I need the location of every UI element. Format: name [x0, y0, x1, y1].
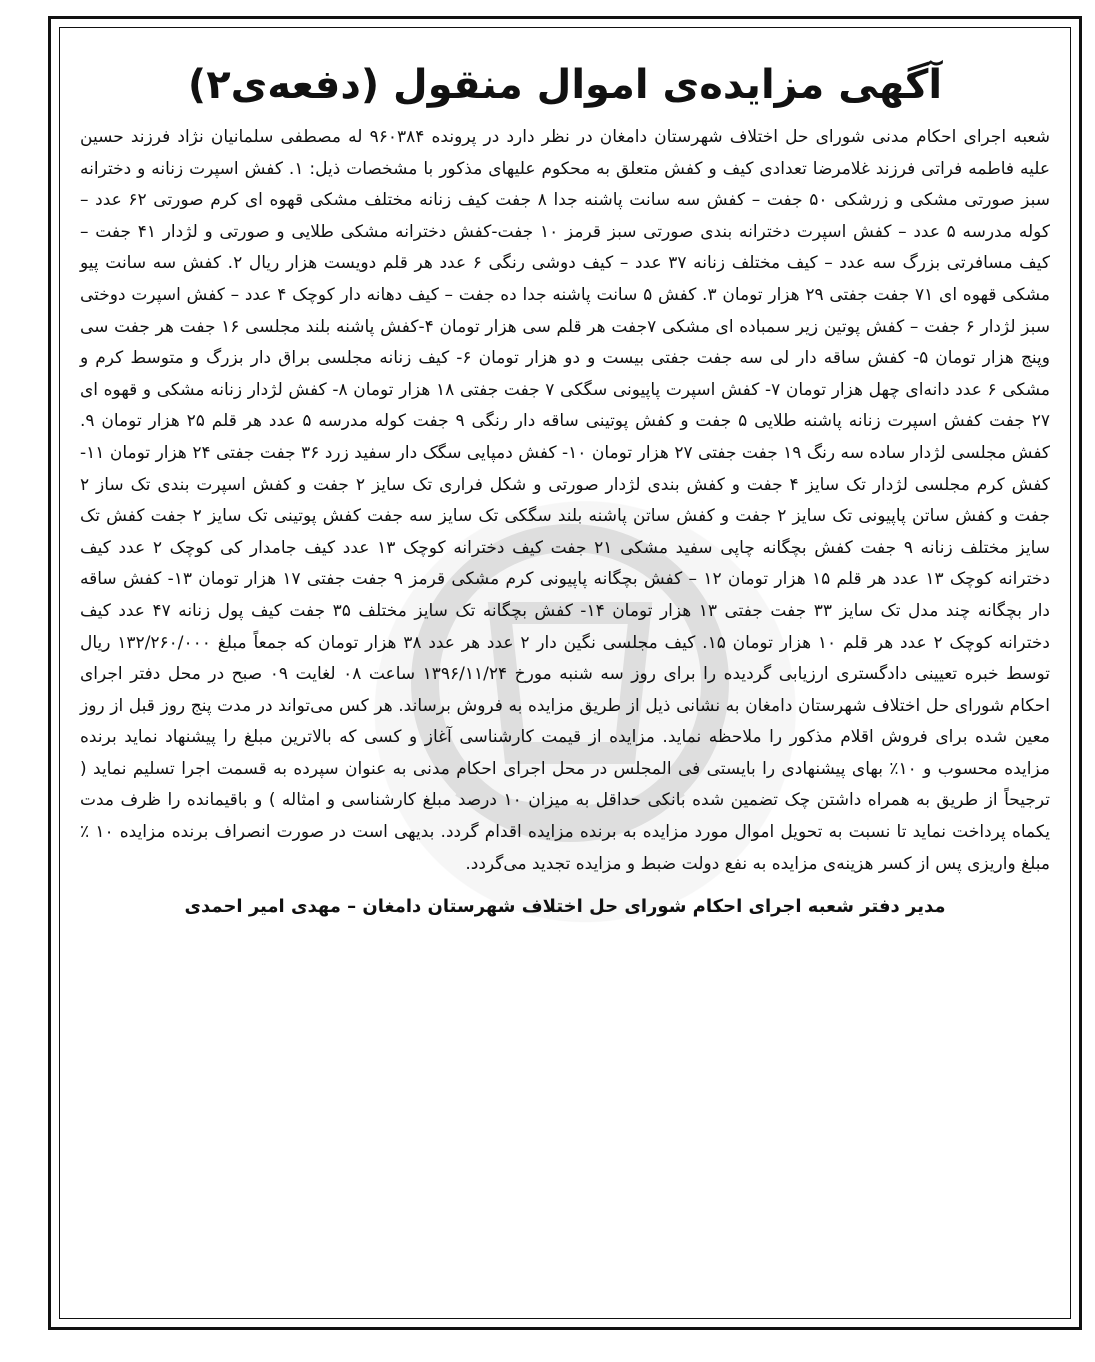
notice-signature: مدیر دفتر شعبه اجرای احکام شورای حل اختلاف شهرستان دامغان – مهدی امیر احمدی [184, 896, 946, 918]
notice-body: شعبه اجرای احکام مدنی شورای حل اختلاف شهرستان دامغان در نظر دارد در پرونده ۹۶۰۳۸۴ له مصطفی سلمانیان نژاد فرزند حسین علیه فاطمه فراتی فرزند غلامرضا تعدادی کیف و کفش متعلق به محکوم علیهای مذکور با مشخصات ذیل: ۱. کفش اسپرت زنانه و دخترانه سبز صورتی مشکی و زرشکی ۵۰ جفت – کفش سه سانت پاشنه جدا ۸ جفت کیف زنانه مختلف مشکی قهوه ای کرم صورتی ۶۲ عدد – کوله مدرسه ۵ عدد – کفش اسپرت دخترانه بندی صورتی سبز قرمز ۱۰ جفت-کفش دخترانه مشکی طلایی و صورتی و لژدار ۴۱ جفت – کیف مسافرتی بزرگ سه عدد – کیف مختلف زنانه ۳۷ عدد – کیف دوشی رنگی ۶ عدد هر قلم دویست هزار ریال ۲. کفش سه سانت پیو مشکی قهوه ای ۷۱ جفت جفتی ۲۹ هزار تومان ۳. کفش ۵ سانت پاشنه جدا ده جفت – کیف دهانه دار کوچک ۴ عدد – کفش اسپرت دوختی سبز لژدار ۶ جفت – کفش پوتین زیر سمباده ای مشکی ۷جفت هر قلم سی هزار تومان ۴-کفش پاشنه بلند مجلسی ۱۶ جفت هر جفت سی وپنج هزار تومان ۵- کفش ساقه دار لی سه جفت جفتی بیست و دو هزار تومان ۶- کیف زنانه مجلسی براق دار بزرگ و متوسط کرم و مشکی ۶ عدد دانه‌ای چهل هزار تومان ۷- کفش اسپرت پاپیونی سگکی ۷ جفت جفتی ۱۸ هزار تومان ۸- کفش لژدار زنانه مشکی و قهوه ای ۲۷ جفت کفش اسپرت زنانه پاشنه طلایی ۵ جفت و کفش پوتینی ساقه دار رنگی ۹ جفت کوله مدرسه ۵ عدد هر قلم ۲۵ هزار تومان ۹. کفش مجلسی لژدار ساده سه رنگ ۱۹ جفت جفتی ۲۷ هزار تومان ۱۰- کفش دمپایی سگک دار سفید زرد ۳۶ جفت جفتی ۲۴ هزار تومان ۱۱- کفش کرم مجلسی لژدار تک سایز ۴ جفت و کفش بندی لژدار صورتی و شکل فراری تک سایز ۲ جفت و کفش اسپرت بندی تک ساز ۲ جفت و کفش ساتن پاپیونی تک سایز ۲ جفت و کفش ساتن پاشنه بلند سگکی تک سایز سه جفت کفش پوتینی تک سایز ۲ جفت کفش تک سایز مختلف زنانه ۹ جفت کفش بچگانه چاپی سفید مشکی ۲۱ جفت کیف دخترانه کوچک ۱۳ عدد کیف جامدار کی کوچک ۲ عدد کیف دخترانه کوچک ۱۳ عدد هر قلم ۱۵ هزار تومان ۱۲ – کفش بچگانه پاپیونی کرم مشکی قرمز ۹ جفت جفتی ۱۷ هزار تومان ۱۳- کفش ساقه دار بچگانه چند مدل تک سایز ۳۳ جفت جفتی ۱۳ هزار تومان ۱۴- کفش بچگانه تک سایز مختلف ۳۵ جفت کیف پول زنانه ۴۷ عدد کیف دخترانه کوچک ۲ عدد هر قلم ۱۰ هزار تومان ۱۵. کیف مجلسی نگین دار ۲ عدد هر عدد ۳۸ هزار تومان که جمعاً مبلغ ۱۳۲/۲۶۰/۰۰۰ ریال توسط خبره تعیینی دادگستری ارزیابی گردیده را برای روز سه شنبه مورخ ۱۳۹۶/۱۱/۲۴ ساعت ۰۸ لغایت ۰۹ صبح در محل دفتر اجرای احکام شورای حل اختلاف شهرستان دامغان به نشانی ذیل از طریق مزایده به فروش برساند. هر کس می‌تواند در مدت پنج روز قبل از روز معین شده برای فروش اقلام مذکور را ملاحظه نماید. مزایده از قیمت کارشناسی آغاز و کسی که بالاترین مبلغ را پیشنهاد نماید برنده مزایده محسوب و ۱۰٪ بهای پیشنهادی را بایستی فی المجلس در محل اجرای احکام مدنی به عنوان سپرده به قسمت اجرا تسلیم نماید ( ترجیحاً از طریق به همراه داشتن چک تضمین شده بانکی حداقل به میزان ۱۰ درصد مبلغ کارشناسی و امثاله ) و باقیمانده را ظرف مدت یکماه پرداخت نماید تا نسبت به تحویل اموال مورد مزایده به برنده مزایده اقدام گردد. بدیهی است در صورت انصراف برنده مزایده ۱۰ ٪ مبلغ واریزی پس از کسر هزینه‌ی مزایده به نفع دولت ضبط و مزایده تجدید می‌گردد. [80, 127, 1051, 874]
notice-title: آگهی مزایده‌ی اموال منقول (دفعه‌ی۲) [187, 62, 943, 108]
notice-inner-frame [59, 27, 1071, 1319]
notice-outer-frame [48, 16, 1082, 1330]
